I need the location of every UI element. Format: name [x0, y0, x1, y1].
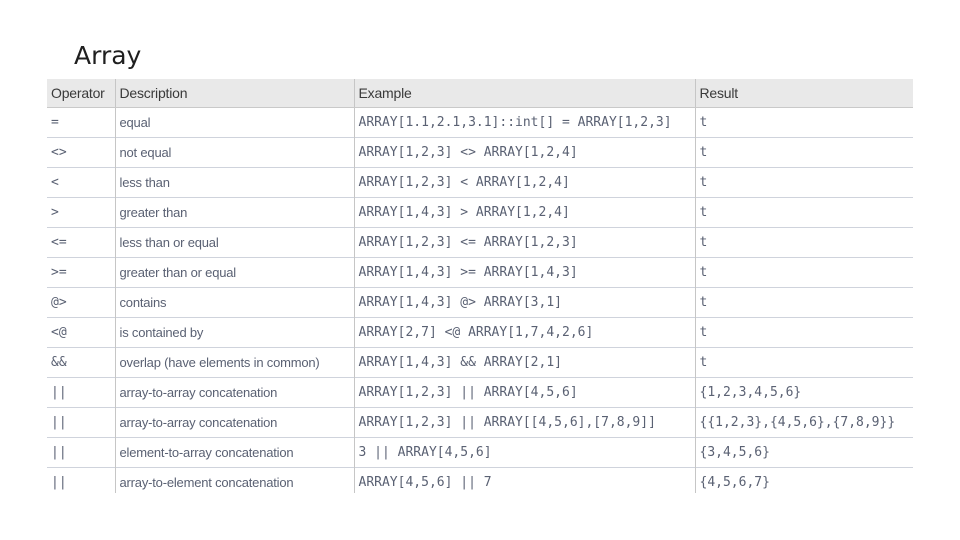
table-header-row [47, 79, 913, 108]
description-cell: greater than or equal [115, 258, 354, 288]
example-cell: ARRAY[1,4,3] && ARRAY[2,1] [354, 348, 695, 378]
example-cell: ARRAY[1,2,3] < ARRAY[1,2,4] [354, 168, 695, 198]
slide-title: Array [74, 41, 142, 70]
description-cell: overlap (have elements in common) [115, 348, 354, 378]
result-cell: {{1,2,3},{4,5,6},{7,8,9}} [695, 408, 913, 438]
example-cell: ARRAY[1,2,3] || ARRAY[[4,5,6],[7,8,9]] [354, 408, 695, 438]
array-operators-table [47, 79, 913, 493]
result-cell: {1,2,3,4,5,6} [695, 378, 913, 408]
operator-cell: <> [47, 138, 115, 168]
operator-cell: = [47, 108, 115, 138]
header-example: Example [354, 79, 695, 108]
operator-cell: <@ [47, 318, 115, 348]
header-operator: Operator [47, 79, 115, 108]
operator-cell: <= [47, 228, 115, 258]
header-result: Result [695, 79, 913, 108]
operator-cell: || [47, 438, 115, 468]
result-cell: t [695, 288, 913, 318]
table-row [47, 228, 913, 258]
description-cell: less than [115, 168, 354, 198]
description-cell: greater than [115, 198, 354, 228]
operator-cell: || [47, 378, 115, 408]
operator-cell: && [47, 348, 115, 378]
example-cell: ARRAY[2,7] <@ ARRAY[1,7,4,2,6] [354, 318, 695, 348]
description-cell: array-to-array concatenation [115, 378, 354, 408]
description-cell: equal [115, 108, 354, 138]
table-row [47, 468, 913, 494]
example-cell: ARRAY[1,4,3] @> ARRAY[3,1] [354, 288, 695, 318]
table-row [47, 408, 913, 438]
description-cell: element-to-array concatenation [115, 438, 354, 468]
example-cell: ARRAY[1,4,3] > ARRAY[1,2,4] [354, 198, 695, 228]
table-row [47, 258, 913, 288]
result-cell: t [695, 228, 913, 258]
result-cell: t [695, 168, 913, 198]
description-cell: array-to-array concatenation [115, 408, 354, 438]
array-operators-table-container [47, 79, 913, 493]
result-cell: t [695, 108, 913, 138]
table-row [47, 378, 913, 408]
result-cell: t [695, 138, 913, 168]
result-cell: t [695, 258, 913, 288]
operator-cell: >= [47, 258, 115, 288]
example-cell: ARRAY[1,2,3] || ARRAY[4,5,6] [354, 378, 695, 408]
example-cell: 3 || ARRAY[4,5,6] [354, 438, 695, 468]
operator-cell: || [47, 408, 115, 438]
description-cell: is contained by [115, 318, 354, 348]
table-row [47, 168, 913, 198]
operator-cell: || [47, 468, 115, 494]
description-cell: less than or equal [115, 228, 354, 258]
example-cell: ARRAY[1.1,2.1,3.1]::int[] = ARRAY[1,2,3] [354, 108, 695, 138]
table-row [47, 288, 913, 318]
result-cell: {4,5,6,7} [695, 468, 913, 494]
result-cell: t [695, 318, 913, 348]
table-row [47, 138, 913, 168]
description-cell: not equal [115, 138, 354, 168]
example-cell: ARRAY[1,2,3] <= ARRAY[1,2,3] [354, 228, 695, 258]
example-cell: ARRAY[4,5,6] || 7 [354, 468, 695, 494]
result-cell: {3,4,5,6} [695, 438, 913, 468]
table-row [47, 198, 913, 228]
header-description: Description [115, 79, 354, 108]
table-row [47, 348, 913, 378]
result-cell: t [695, 348, 913, 378]
table-row [47, 318, 913, 348]
table-row [47, 438, 913, 468]
operator-cell: > [47, 198, 115, 228]
description-cell: contains [115, 288, 354, 318]
operator-cell: < [47, 168, 115, 198]
description-cell: array-to-element concatenation [115, 468, 354, 494]
result-cell: t [695, 198, 913, 228]
table-row [47, 108, 913, 138]
operator-cell: @> [47, 288, 115, 318]
example-cell: ARRAY[1,2,3] <> ARRAY[1,2,4] [354, 138, 695, 168]
example-cell: ARRAY[1,4,3] >= ARRAY[1,4,3] [354, 258, 695, 288]
